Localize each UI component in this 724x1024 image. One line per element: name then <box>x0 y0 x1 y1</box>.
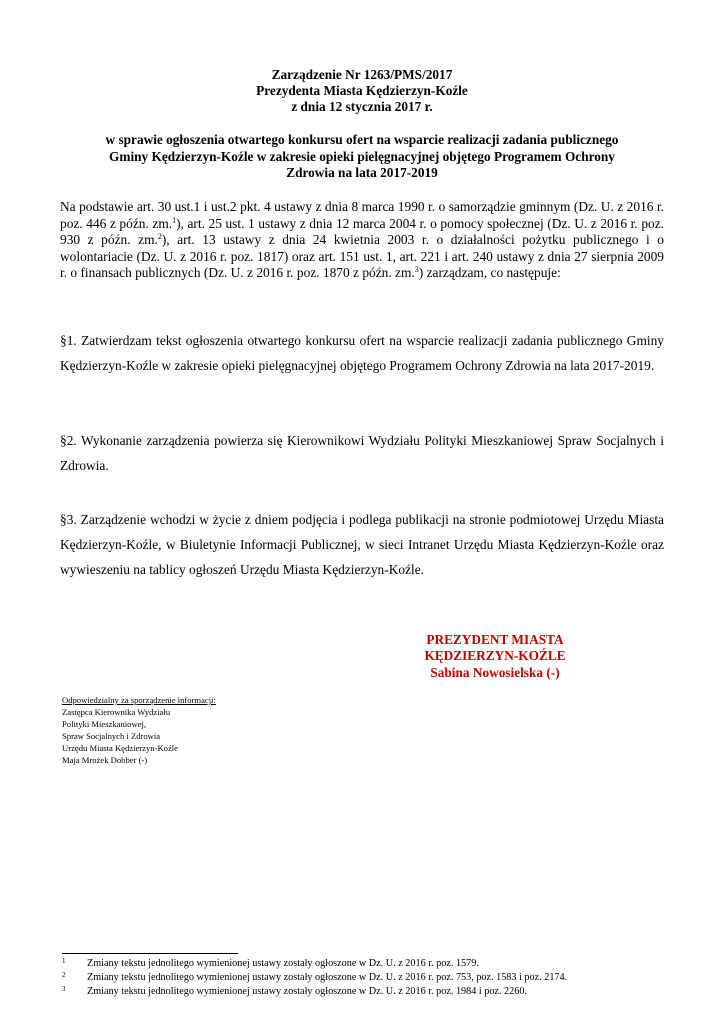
responsible-line: Polityki Mieszkaniowej, <box>62 719 147 729</box>
signatory-name: Sabina Nowosielska (-) <box>430 664 560 680</box>
signature-block <box>395 632 595 681</box>
document-header <box>60 67 664 115</box>
section-2: §2. Wykonanie zarządzenia powierza się Kierownikowi Wydziału Polityki Mieszkaniowej Spraw Socjalnych i Zdrowia. <box>60 433 664 473</box>
issuer: Prezydenta Miasta Kędzierzyn-Koźle <box>256 83 468 98</box>
issue-date: z dnia 12 stycznia 2017 r. <box>291 99 433 114</box>
footnote-ref[interactable]: 1 <box>172 215 177 225</box>
footnote-number: 2 <box>62 971 66 979</box>
signature-title: PREZYDENT MIASTA <box>426 632 564 647</box>
responsible-line: Urzędu Miasta Kędzierzyn-Koźle <box>62 743 178 753</box>
footnote-ref[interactable]: 2 <box>157 232 162 242</box>
footnote-separator <box>62 953 238 954</box>
subject-line: w sprawie ogłoszenia otwartego konkursu ofert na wsparcie realizacji zadania publicznego <box>105 132 619 147</box>
subject-line: Zdrowia na lata 2017-2019 <box>286 165 438 180</box>
ordinance-number: Zarządzenie Nr 1263/PMS/2017 <box>271 67 453 82</box>
footnote-item <box>62 971 682 985</box>
footnote-ref[interactable]: 3 <box>414 265 419 275</box>
footnote-item <box>62 957 682 971</box>
legal-basis-text: Na podstawie art. 30 ust.1 i ust.2 pkt. 4 ustawy z dnia 8 marca 1990 r. o samorządzie gminnym (Dz. U. z 2016 r. poz. 446 z późn. zm. <box>60 199 664 231</box>
subject-line: Gminy Kędzierzyn-Koźle w zakresie opieki pielęgnacyjnej objętego Programem Ochrony <box>109 148 615 164</box>
footnote-text: Zmiany tekstu jednolitego wymienionej ustawy zostały ogłoszone w Dz. U. z 2016 r. poz. 1579. <box>87 958 479 969</box>
legal-basis-text: ) zarządzam, co następuje: <box>418 265 561 281</box>
responsible-title: Odpowiedzialny za sporządzenie informacji: <box>62 695 216 705</box>
footnote-text: Zmiany tekstu jednolitego wymienionej ustawy zostały ogłoszone w Dz. U. z 2016 r. poz. 753, poz. 1583 i poz. 2174. <box>87 972 568 983</box>
responsible-line: Spraw Socjalnych i Zdrowia <box>62 731 161 741</box>
legal-basis-text: ), art. 25 ust. 1 ustawy z dnia 12 marca 2004 r. o pomocy społecznej (Dz. U. z 2016 r. poz. 930 z późn. zm. <box>60 215 665 248</box>
footnote-text: Zmiany tekstu jednolitego wymienionej ustawy zostały ogłoszone w Dz. U. z 2016 r. poz. 1984 i poz. 2260. <box>87 986 527 997</box>
footnote-item <box>62 985 682 999</box>
footnote-number: 3 <box>62 985 66 993</box>
document-subject <box>60 132 664 182</box>
footnote-number: 1 <box>62 957 66 965</box>
section-3: §3. Zarządzenie wchodzi w życie z dniem podjęcia i podlega publikacji na stronie podmiotowej Urzędu Miasta Kędzierzyn-Koźle, w Biuletynie Informacji Publicznej, w sieci Intranet Urzędu Miasta Kędzierzyn-Koźle oraz wywieszeniu na tablicy ogłoszeń Urzędu Miasta Kędzierzyn-Koźle. <box>60 512 664 577</box>
footnotes <box>62 957 682 999</box>
signature-city: KĘDZIERZYN-KOŹLE <box>424 648 566 664</box>
responsible-line: Maja Mrożek Dobber (-) <box>62 755 148 765</box>
section-1: §1. Zatwierdzam tekst ogłoszenia otwartego konkursu ofert na wsparcie realizacji zadania publicznego Gminy Kędzierzyn-Koźle w zakresie opieki pielęgnacyjnej objętego Programem Ochrony Zdrowia na lata 2017-2019. <box>60 333 664 373</box>
responsible-person-block <box>62 694 216 766</box>
legal-basis-paragraph <box>60 199 664 282</box>
responsible-line: Zastępca Kierownika Wydziału <box>62 707 171 717</box>
legal-basis-text: ), art. 13 ustawy z dnia 24 kwietnia 2003 r. o działalności pożytku publicznego i o wolontariacie (Dz. U. z 2016 r. poz. 1817) oraz art. 151 ust. 1, art. 221 i art. 240 ustawy z dnia 27 sierpnia 2009 r. o finansach publicznych (Dz. U. z 2016 r. poz. 1870 z późn. zm. <box>60 232 664 281</box>
